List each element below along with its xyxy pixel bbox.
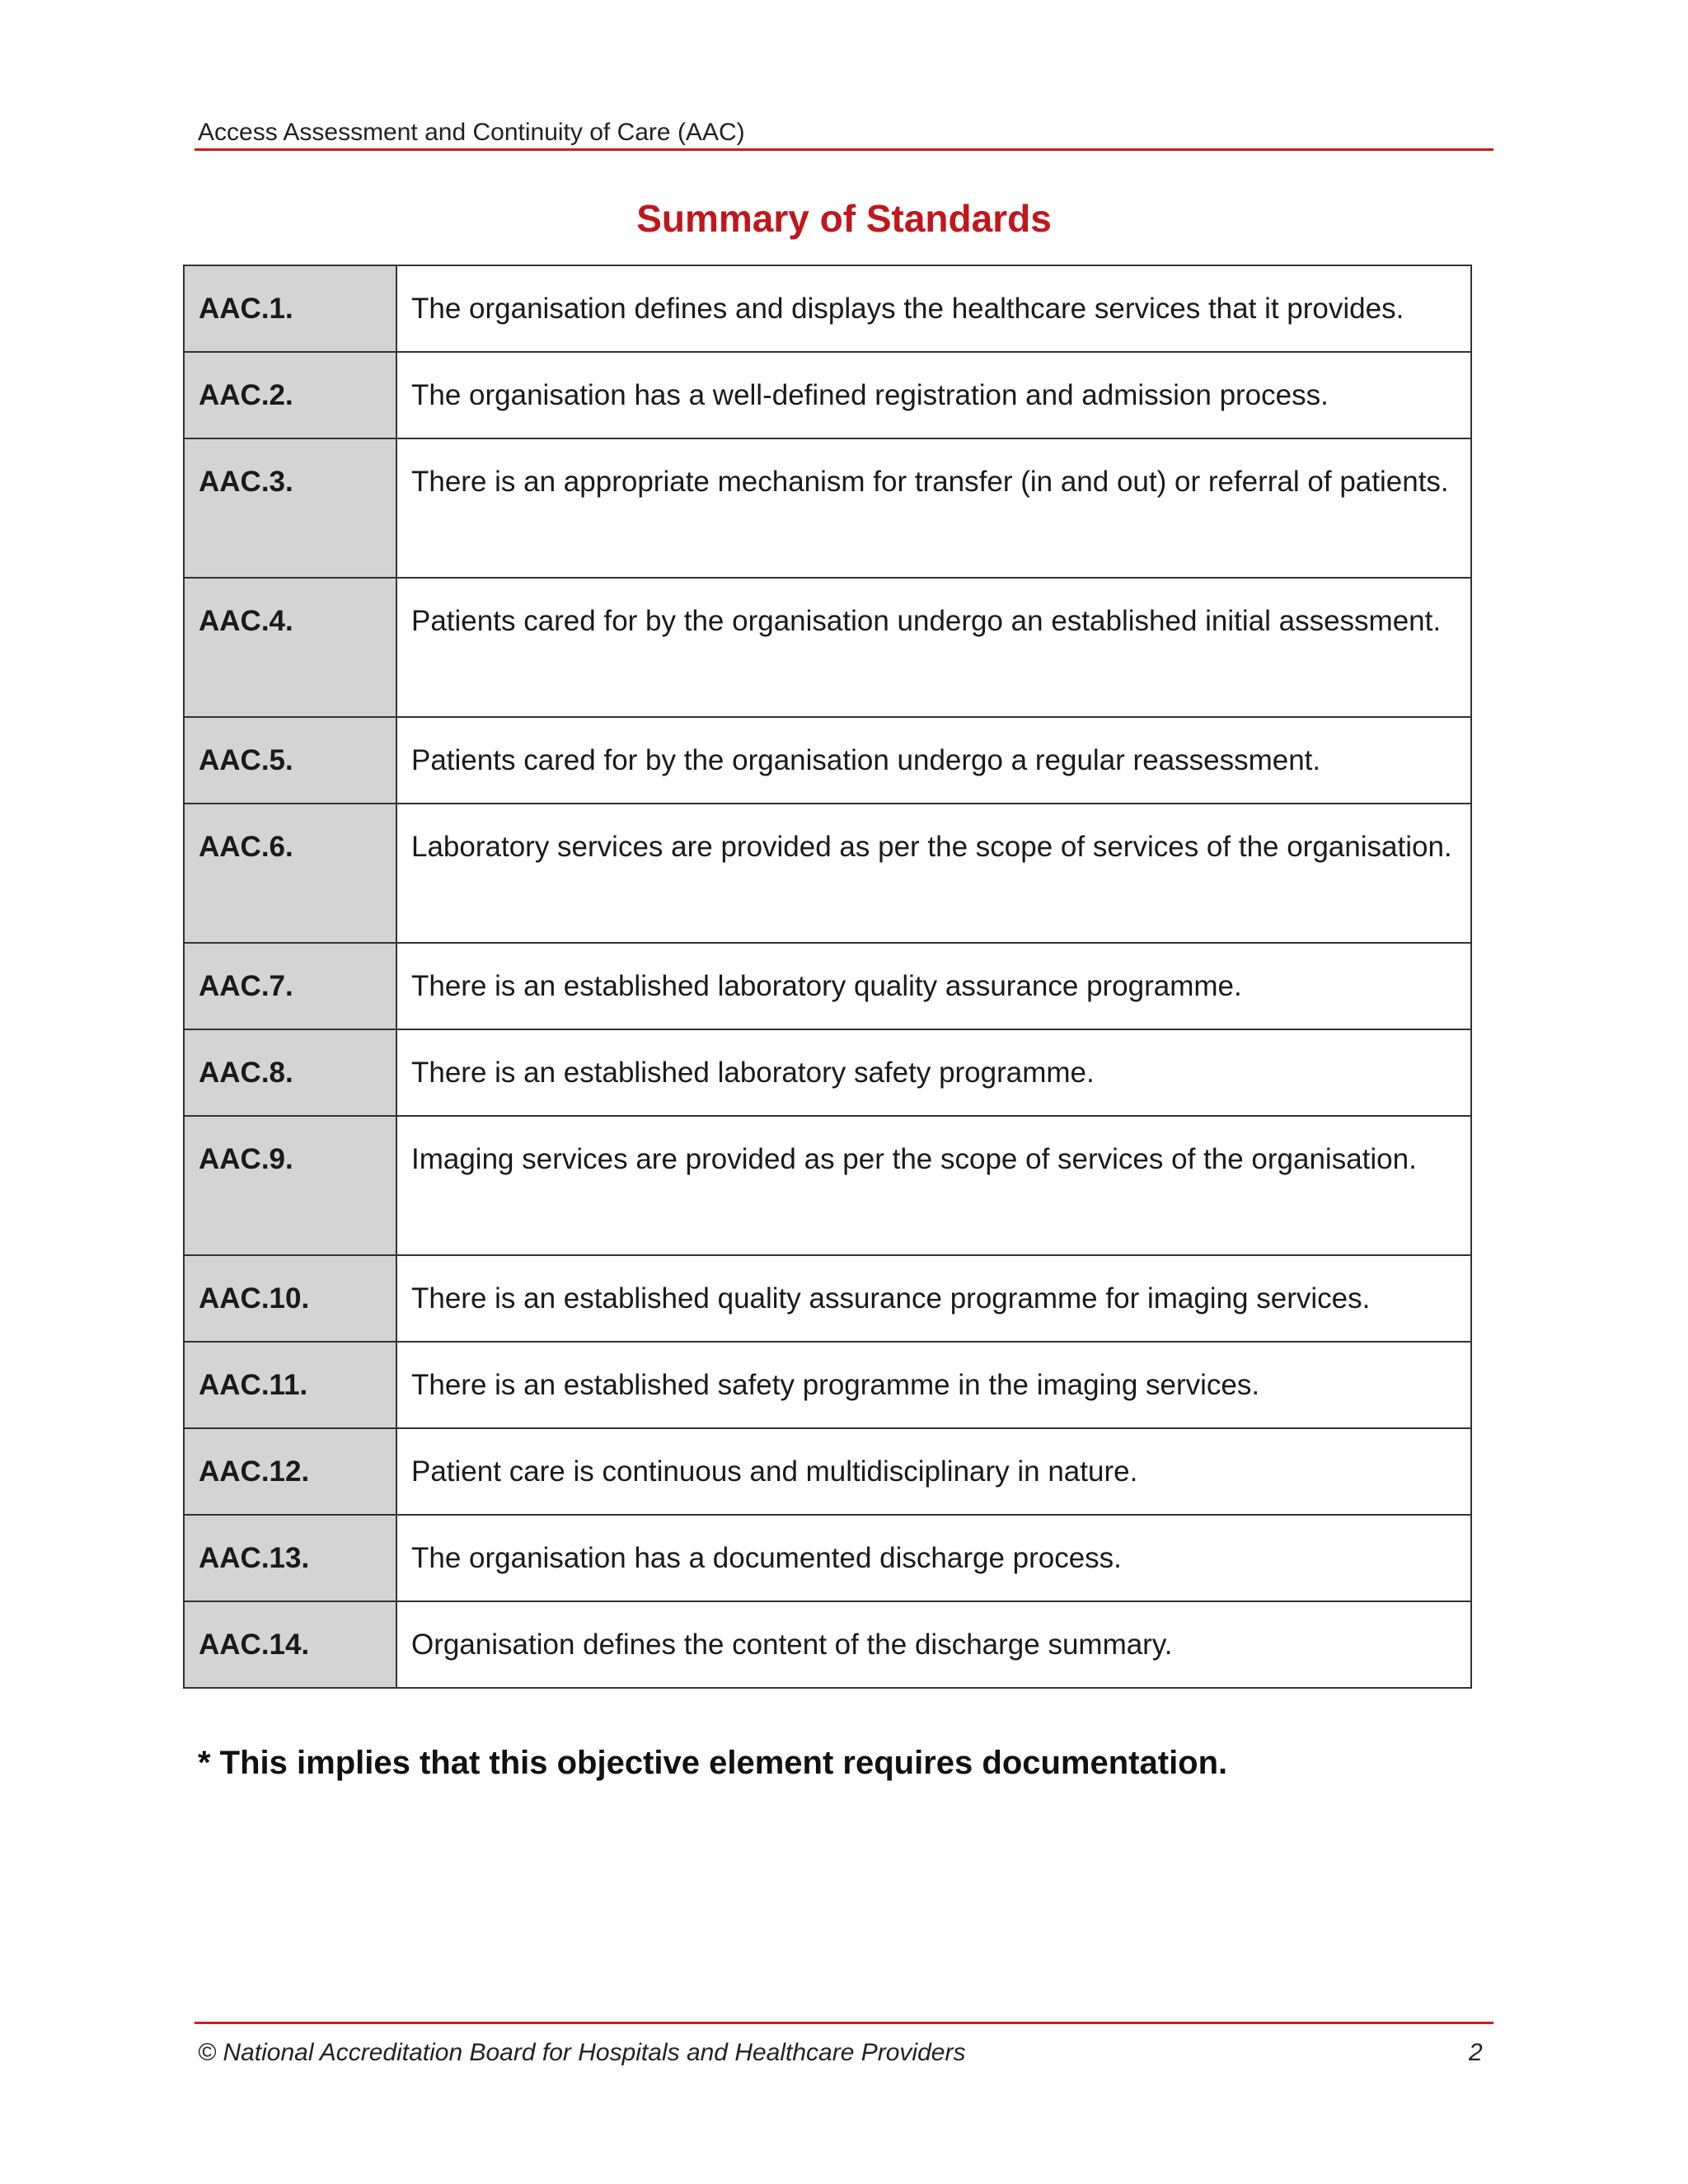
- standards-table: [183, 265, 1472, 1689]
- standard-code: AAC.6.: [184, 804, 396, 943]
- standard-description: There is an established laboratory quality assurance programme.: [396, 943, 1471, 1029]
- standard-description: There is an established safety programme in the imaging services.: [396, 1342, 1471, 1428]
- standard-code: AAC.3.: [184, 438, 396, 578]
- standard-description: Imaging services are provided as per the scope of services of the organisation.: [396, 1116, 1471, 1255]
- standard-description: Patient care is continuous and multidisciplinary in nature.: [396, 1428, 1471, 1515]
- standard-code: AAC.13.: [184, 1515, 396, 1601]
- standard-code: AAC.9.: [184, 1116, 396, 1255]
- standard-code: AAC.12.: [184, 1428, 396, 1515]
- page-header: Access Assessment and Continuity of Care (AAC): [198, 119, 745, 146]
- footer-copyright: © National Accreditation Board for Hospitals and Healthcare Providers: [198, 2039, 966, 2066]
- table-row: [184, 352, 1471, 438]
- standard-description: The organisation has a well-defined registration and admission process.: [396, 352, 1471, 438]
- table-row: [184, 1029, 1471, 1116]
- standard-code: AAC.2.: [184, 352, 396, 438]
- standard-description: Organisation defines the content of the discharge summary.: [396, 1601, 1471, 1688]
- standard-description: There is an established laboratory safety programme.: [396, 1029, 1471, 1116]
- standard-description: Patients cared for by the organisation undergo a regular reassessment.: [396, 717, 1471, 804]
- page-title: Summary of Standards: [636, 197, 1052, 240]
- standard-description: There is an appropriate mechanism for transfer (in and out) or referral of patients.: [396, 438, 1471, 578]
- table-row: [184, 804, 1471, 943]
- table-row: [184, 1515, 1471, 1601]
- standard-code: AAC.14.: [184, 1601, 396, 1688]
- standard-code: AAC.10.: [184, 1255, 396, 1342]
- table-row: [184, 1342, 1471, 1428]
- table-row: [184, 1601, 1471, 1688]
- header-divider: [195, 148, 1493, 151]
- standard-description: The organisation has a documented discharge process.: [396, 1515, 1471, 1601]
- footer-divider: [195, 2022, 1493, 2024]
- table-row: [184, 717, 1471, 804]
- standard-code: AAC.11.: [184, 1342, 396, 1428]
- standard-description: The organisation defines and displays the healthcare services that it provides.: [396, 265, 1471, 352]
- standard-code: AAC.7.: [184, 943, 396, 1029]
- table-row: [184, 578, 1471, 717]
- standard-code: AAC.1.: [184, 265, 396, 352]
- standard-code: AAC.4.: [184, 578, 396, 717]
- standard-code: AAC.5.: [184, 717, 396, 804]
- standard-description: Patients cared for by the organisation undergo an established initial assessment.: [396, 578, 1471, 717]
- page-number: 2: [1469, 2039, 1483, 2066]
- standard-code: AAC.8.: [184, 1029, 396, 1116]
- standard-description: Laboratory services are provided as per the scope of services of the organisation.: [396, 804, 1471, 943]
- table-row: [184, 438, 1471, 578]
- table-row: [184, 265, 1471, 352]
- table-row: [184, 1255, 1471, 1342]
- table-row: [184, 943, 1471, 1029]
- table-row: [184, 1428, 1471, 1515]
- standard-description: There is an established quality assurance programme for imaging services.: [396, 1255, 1471, 1342]
- table-row: [184, 1116, 1471, 1255]
- documentation-note: * This implies that this objective element requires documentation.: [198, 1745, 1228, 1781]
